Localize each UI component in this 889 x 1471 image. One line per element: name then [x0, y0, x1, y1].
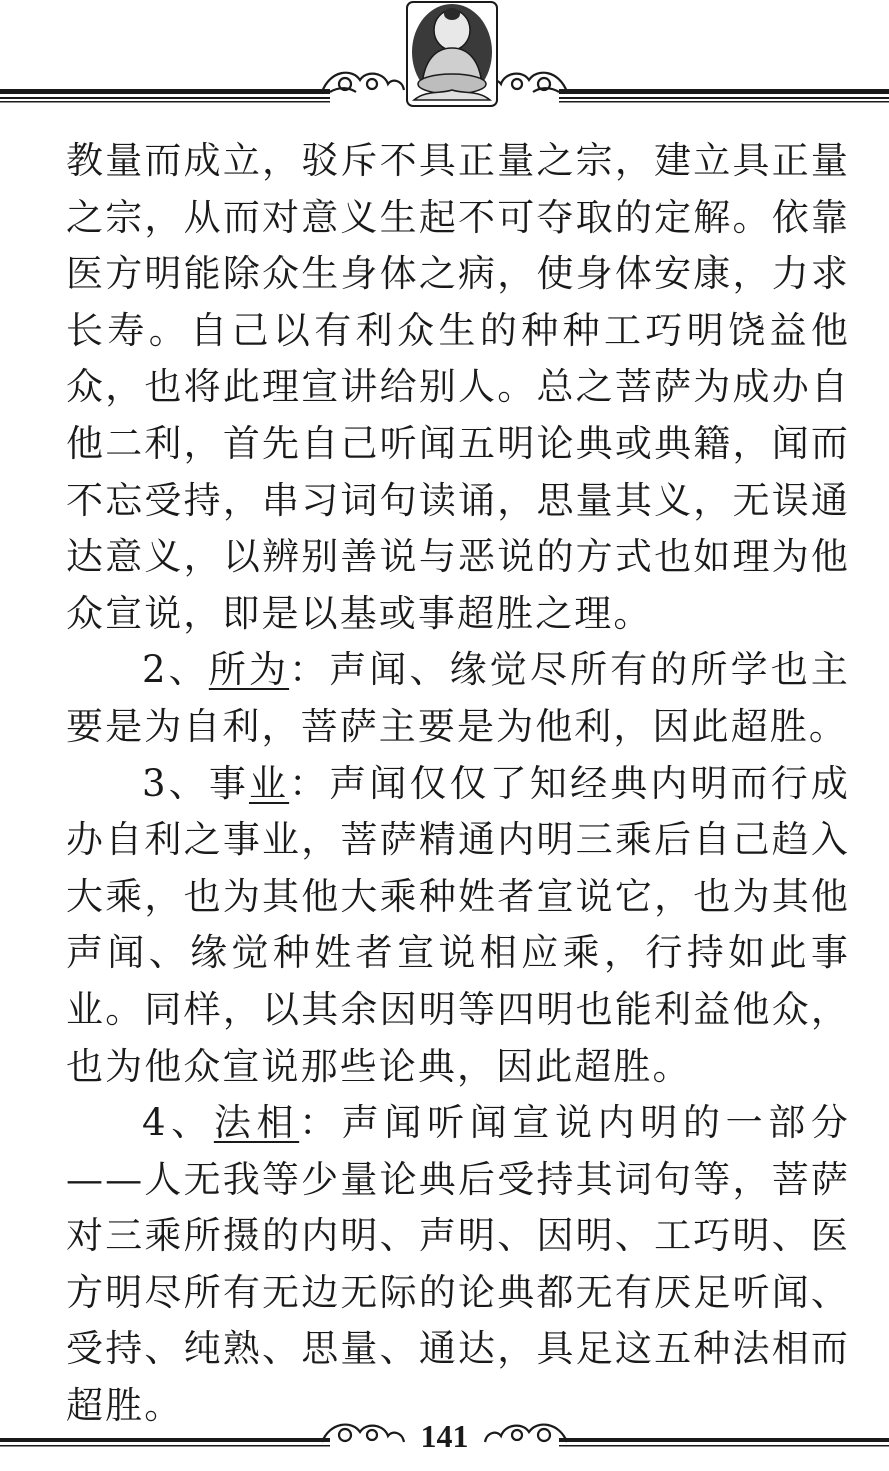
paragraph-2-text: ：声闻、缘觉尽所有的所学也主要是为自利，菩萨主要是为他利，因此超胜。 — [66, 648, 850, 748]
seated-buddha-icon — [407, 2, 497, 106]
page-number: 141 — [420, 1418, 469, 1454]
paragraph-2-number: 2、 — [142, 648, 209, 692]
term-purpose: 所为 — [208, 648, 290, 692]
cloud-scroll-icon — [322, 73, 404, 92]
term-activity: 业 — [248, 761, 290, 805]
term-characteristics: 法相 — [213, 1101, 300, 1145]
paragraph-4-text: ：声闻听闻宣说内明的一部分——人无我等少量论典后受持其词句等，菩萨对三乘所摄的内明、声明、因明、工巧明、医方明尽所有无边无际的论典都无有厌足听闻、受持、纯熟、思量、通达，具足这五种法相而超胜。 — [66, 1101, 850, 1428]
paragraph-3-number: 3、事 — [142, 761, 249, 805]
body-text — [66, 133, 850, 1435]
header-rule-right — [559, 89, 889, 103]
header-rule-left — [0, 89, 330, 103]
paragraph-4 — [66, 1095, 850, 1435]
paragraph-2 — [66, 642, 850, 755]
page-header — [0, 0, 889, 118]
paragraph-1-text: 教量而成立，驳斥不具正量之宗，建立具正量之宗，从而对意义生起不可夺取的定解。依靠医方明能除众生身体之病，使身体安康，力求长寿。自己以有利众生的种种工巧明饶益他众，也将此理宣讲给别人。总之菩萨为成办自他二利，首先自己听闻五明论典或典籍，闻而不忘受持，串习词句读诵，思量其义，无误通达意义，以辨别善说与恶说的方式也如理为他众宣说，即是以基或事超胜之理。 — [66, 139, 850, 635]
paragraph-3 — [66, 756, 850, 1096]
paragraph-4-number: 4、 — [142, 1101, 214, 1145]
paragraph-1 — [66, 133, 850, 642]
header-ornament — [0, 0, 889, 118]
paragraph-3-text: ：声闻仅仅了知经典内明而行成办自利之事业，菩萨精通内明三乘后自己趋入大乘，也为其他大乘种姓者宣说它，也为其他声闻、缘觉种姓者宣说相应乘，行持如此事业。同样，以其余因明等四明也能利益他众，也为他众宣说那些论典，因此超胜。 — [66, 761, 850, 1088]
